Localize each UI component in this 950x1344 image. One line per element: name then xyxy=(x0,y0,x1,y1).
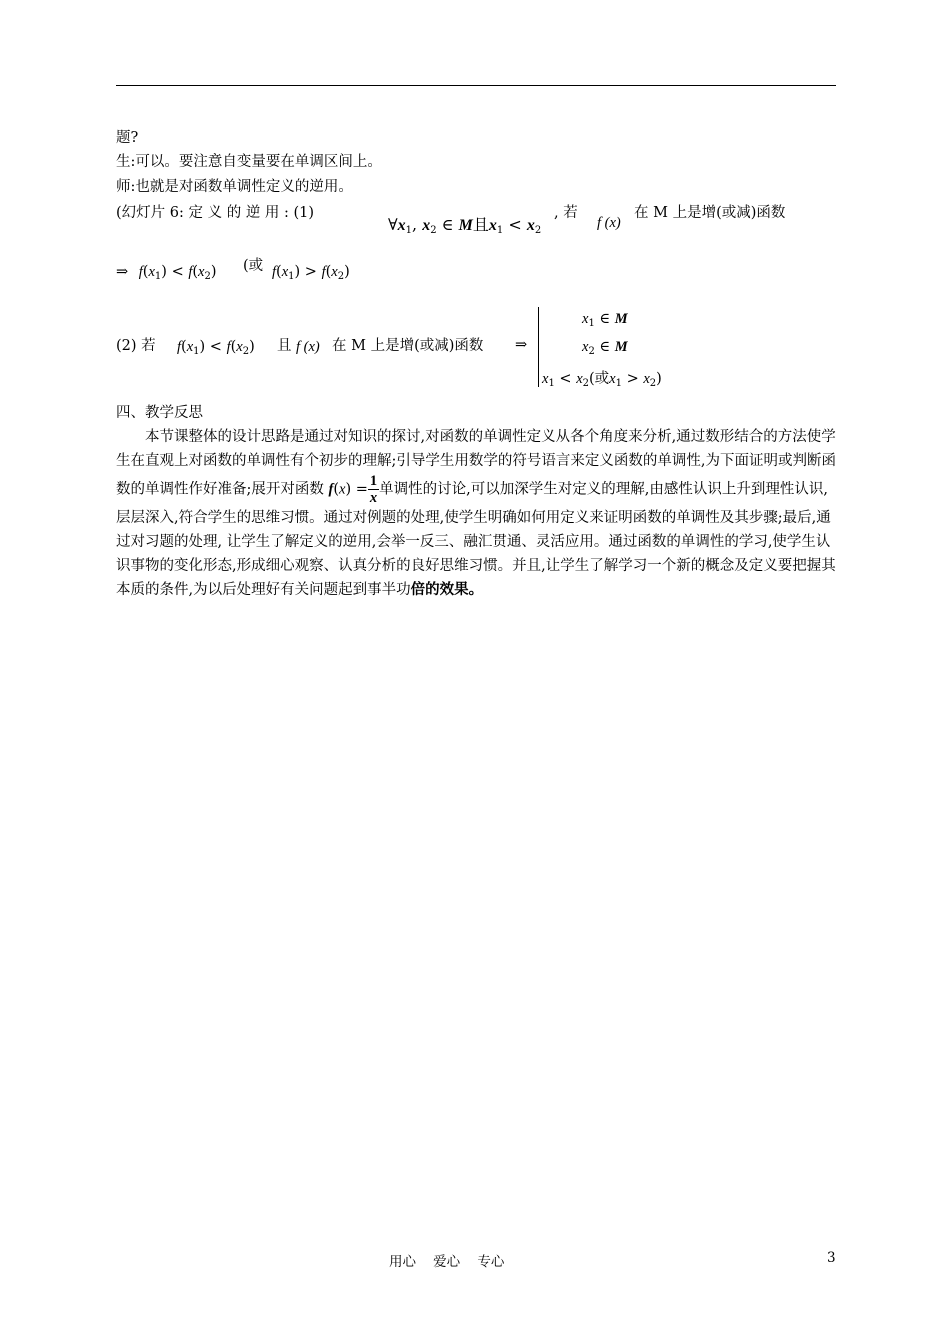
implies-2: ⇒ xyxy=(515,337,528,353)
paragraph-text-2: 单调性的讨论,可以加深学生对定义的理解,由感性认识上升到理性认识,层层深入,符合学生的思维习惯。通过对例题的处理,使学生明确如何用定义来证明函数的单调性及其步骤;最后,通过对习题的处理, 让学生了解定义的逆用,会举一反三、融汇贯通、灵活应用。通过函数的单调性的学习,使学生认识事物的变化形态,形成细心观察、认真分析的良好思维习惯。并且,让学生了解学习一个新的概念及定义要把握其本质的条件,为以后处理好有关问题起到事半功 xyxy=(116,481,836,598)
condition-3: $x_1 < x_2$(或$x_1 > x_2$) xyxy=(542,371,662,389)
slide-tail-2: 在 M 上是增(或减)函数 xyxy=(332,338,484,354)
text-line-3: 师:也就是对函数单调性定义的逆用。 xyxy=(116,179,353,195)
header-rule xyxy=(116,85,836,86)
or-open-1: (或 xyxy=(243,258,264,274)
formula-part2: $f(x_1) < f(x_2)$ xyxy=(177,339,255,357)
part2-label: (2) 若 xyxy=(116,338,156,354)
paragraph-text-1: 本节课整体的设计思路是通过对知识的探讨,对函数的单调性定义从各个角度来分析,通过数形结合的方法使学生在直观上对函数的单调性有个初步的理解;引导学生用数学的符号语言来定义函数的单调性,为下面证明或判断函数的单调性作好准备;展开对函数 xyxy=(116,429,836,498)
formula-forall: $\forall x_1$, $x_2$ ∈ M且$x_1 < x_2$ xyxy=(388,215,542,236)
and-2: 且 xyxy=(277,338,292,354)
formula-or-gt: $f(x_1) > f(x_2)$ xyxy=(272,264,350,282)
section-heading: 四、教学反思 xyxy=(116,405,203,421)
fraction-f: f xyxy=(328,481,334,498)
condition-2: $x_2$ ∈ M xyxy=(582,339,628,357)
formula-fx: f (x) xyxy=(597,215,621,231)
footer-motto: 用心 爱心 专心 xyxy=(389,1254,505,1270)
formula-implies-line: ⇒ $f(x_1) < f(x_2)$ xyxy=(116,264,217,282)
slide-intro: (幻灯片 6: 定 义 的 逆 用 : (1) xyxy=(116,205,315,221)
slide-tail-1: 在 M 上是增(或减)函数 xyxy=(634,205,786,221)
paragraph-bold-end: 倍的效果。 xyxy=(410,581,484,598)
text-line-2: 生:可以。要注意自变量要在单调区间上。 xyxy=(116,154,382,170)
fraction-1-over-x: $\frac{1}{x}$ xyxy=(369,473,378,506)
condition-1: $x_1$ ∈ M xyxy=(582,311,628,329)
slide-ruo: , 若 xyxy=(554,205,578,221)
formula-fx-2: f (x) xyxy=(296,339,320,355)
page-number: 3 xyxy=(827,1250,836,1266)
text-line-1: 题? xyxy=(116,130,139,146)
reflection-paragraph: 本节课整体的设计思路是通过对知识的探讨,对函数的单调性定义从各个角度来分析,通过数形结合的方法使学生在直观上对函数的单调性有个初步的理解;引导学生用数学的符号语言来定义函数的单调性,为下面证明或判断函数的单调性作好准备;展开对函数 f(x) = $\frac{1}{x}$ 单调性的讨论,可以加深学生对定义的理解,由感性认识上升到理性认识,层层深入,符合学生的思维习惯。通过对例题的处理,使学生明确如何用定义来证明函数的单调性及其步骤;最后,通过对习题的处理, 让学生了解定义的逆用,会举一反三、融汇贯通、灵活应用。通过函数的单调性的学习,使学生认识事物的变化形态,形成细心观察、认真分析的良好思维习惯。并且,让学生了解学习一个新的概念及定义要把握其本质的条件,为以后处理好有关问题起到事半功倍的效果。 xyxy=(116,429,836,598)
fraction-eq: = xyxy=(355,481,368,498)
